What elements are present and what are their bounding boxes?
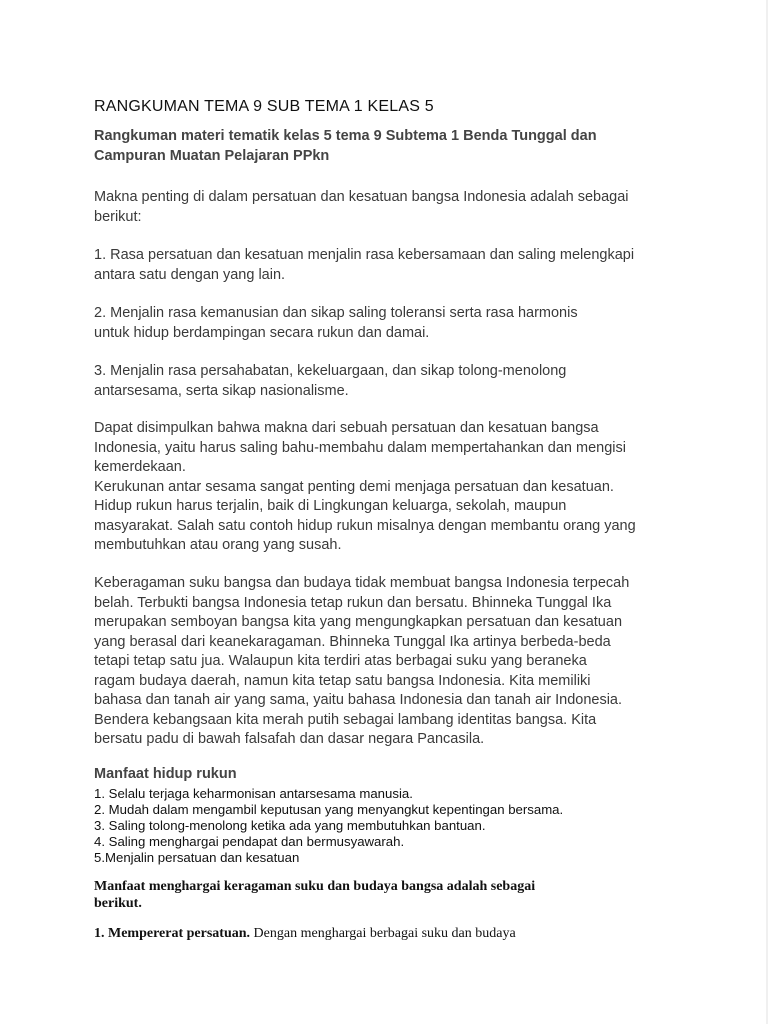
keragaman-item-1 — [94, 926, 684, 942]
heading-line: Manfaat menghargai keragaman suku dan budaya bangsa adalah sebagai — [94, 879, 536, 894]
paragraph-line: membutuhkan atau orang yang susah. — [94, 537, 342, 553]
paragraph-line: antara satu dengan yang lain. — [94, 266, 286, 283]
heading-line: berikut. — [94, 896, 142, 911]
paragraph-line: Dapat disimpulkan bahwa makna dari sebuah persatuan dan kesatuan bangsa — [94, 420, 599, 436]
subtitle-line: Campuran Muatan Pelajaran PPkn — [94, 148, 330, 164]
section-heading-manfaat: Manfaat hidup rukun — [94, 766, 237, 782]
paragraph-line: bahasa dan tanah air yang sama, yaitu bahasa Indonesia dan tanah air Indonesia. — [94, 692, 623, 708]
section-heading-keragaman — [94, 878, 654, 912]
list-item: 3. Saling tolong-menolong ketika ada yang membutuhkan bantuan. — [94, 818, 486, 833]
paragraph-point-2 — [94, 304, 684, 343]
list-item: 2. Mudah dalam mengambil keputusan yang menyangkut kepentingan bersama. — [94, 802, 564, 817]
paragraph-line: masyarakat. Salah satu contoh hidup rukun misalnya dengan membantu orang yang — [94, 517, 636, 534]
paragraph-line: Indonesia, yaitu harus saling bahu-membahu dalam mempertahankan dan mengisi — [94, 439, 626, 456]
paragraph-line: 2. Menjalin rasa kemanusian dan sikap saling toleransi serta rasa harmonis — [94, 305, 578, 321]
paragraph-intro — [94, 188, 684, 227]
paragraph-conclusion — [94, 419, 684, 556]
item-text: Dengan menghargai berbagai suku dan budaya — [250, 926, 516, 941]
paragraph-line: Hidup rukun harus terjalin, baik di Lingkungan keluarga, sekolah, maupun — [94, 498, 567, 514]
document-subtitle — [94, 126, 684, 166]
subtitle-line: Rangkuman materi tematik kelas 5 tema 9 Subtema 1 Benda Tunggal dan — [94, 128, 597, 144]
paragraph-line: yang berasal dari keanekaragaman. Bhinneka Tunggal Ika artinya berbeda-beda — [94, 633, 611, 650]
paragraph-line: untuk hidup berdampingan secara rukun dan damai. — [94, 324, 430, 341]
paragraph-line: Kerukunan antar sesama sangat penting demi menjaga persatuan dan kesatuan. — [94, 478, 614, 495]
manfaat-list — [94, 786, 634, 866]
paragraph-line: kemerdekaan. — [94, 459, 186, 475]
paragraph-line: ragam budaya daerah, namun kita tetap satu bangsa Indonesia. Kita memiliki — [94, 672, 591, 689]
paragraph-line: antarsesama, serta sikap nasionalisme. — [94, 382, 349, 399]
list-item: 5.Menjalin persatuan dan kesatuan — [94, 850, 300, 865]
paragraph-line: belah. Terbukti bangsa Indonesia tetap rukun dan bersatu. Bhinneka Tunggal Ika — [94, 594, 612, 611]
paragraph-point-3 — [94, 362, 684, 401]
paragraph-line: bersatu padu di bawah falsafah dan dasar negara Pancasila. — [94, 731, 485, 747]
document-title: RANGKUMAN TEMA 9 SUB TEMA 1 KELAS 5 — [94, 98, 434, 115]
paragraph-line: tetapi tetap satu jua. Walaupun kita terdiri atas berbagai suku yang beraneka — [94, 653, 587, 669]
paragraph-line: 1. Rasa persatuan dan kesatuan menjalin rasa kebersamaan dan saling melengkapi — [94, 247, 635, 263]
paragraph-line: Keberagaman suku bangsa dan budaya tidak membuat bangsa Indonesia terpecah — [94, 575, 630, 591]
paragraph-point-1 — [94, 246, 684, 285]
paragraph-line: 3. Menjalin rasa persahabatan, kekeluargaan, dan sikap tolong-menolong — [94, 363, 567, 379]
paragraph-line: merupakan semboyan bangsa kita yang mengungkapkan persatuan dan kesatuan — [94, 614, 623, 630]
paragraph-line: berikut: — [94, 208, 142, 225]
list-item: 1. Selalu terjaga keharmonisan antarsesama manusia. — [94, 786, 413, 801]
paragraph-line: Bendera kebangsaan kita merah putih sebagai lambang identitas bangsa. Kita — [94, 711, 597, 728]
list-item: 4. Saling menghargai pendapat dan bermusyawarah. — [94, 834, 405, 849]
paragraph-line: Makna penting di dalam persatuan dan kesatuan bangsa Indonesia adalah sebagai — [94, 189, 629, 205]
paragraph-diversity — [94, 574, 684, 750]
item-lead: 1. Mempererat persatuan. — [94, 926, 251, 941]
